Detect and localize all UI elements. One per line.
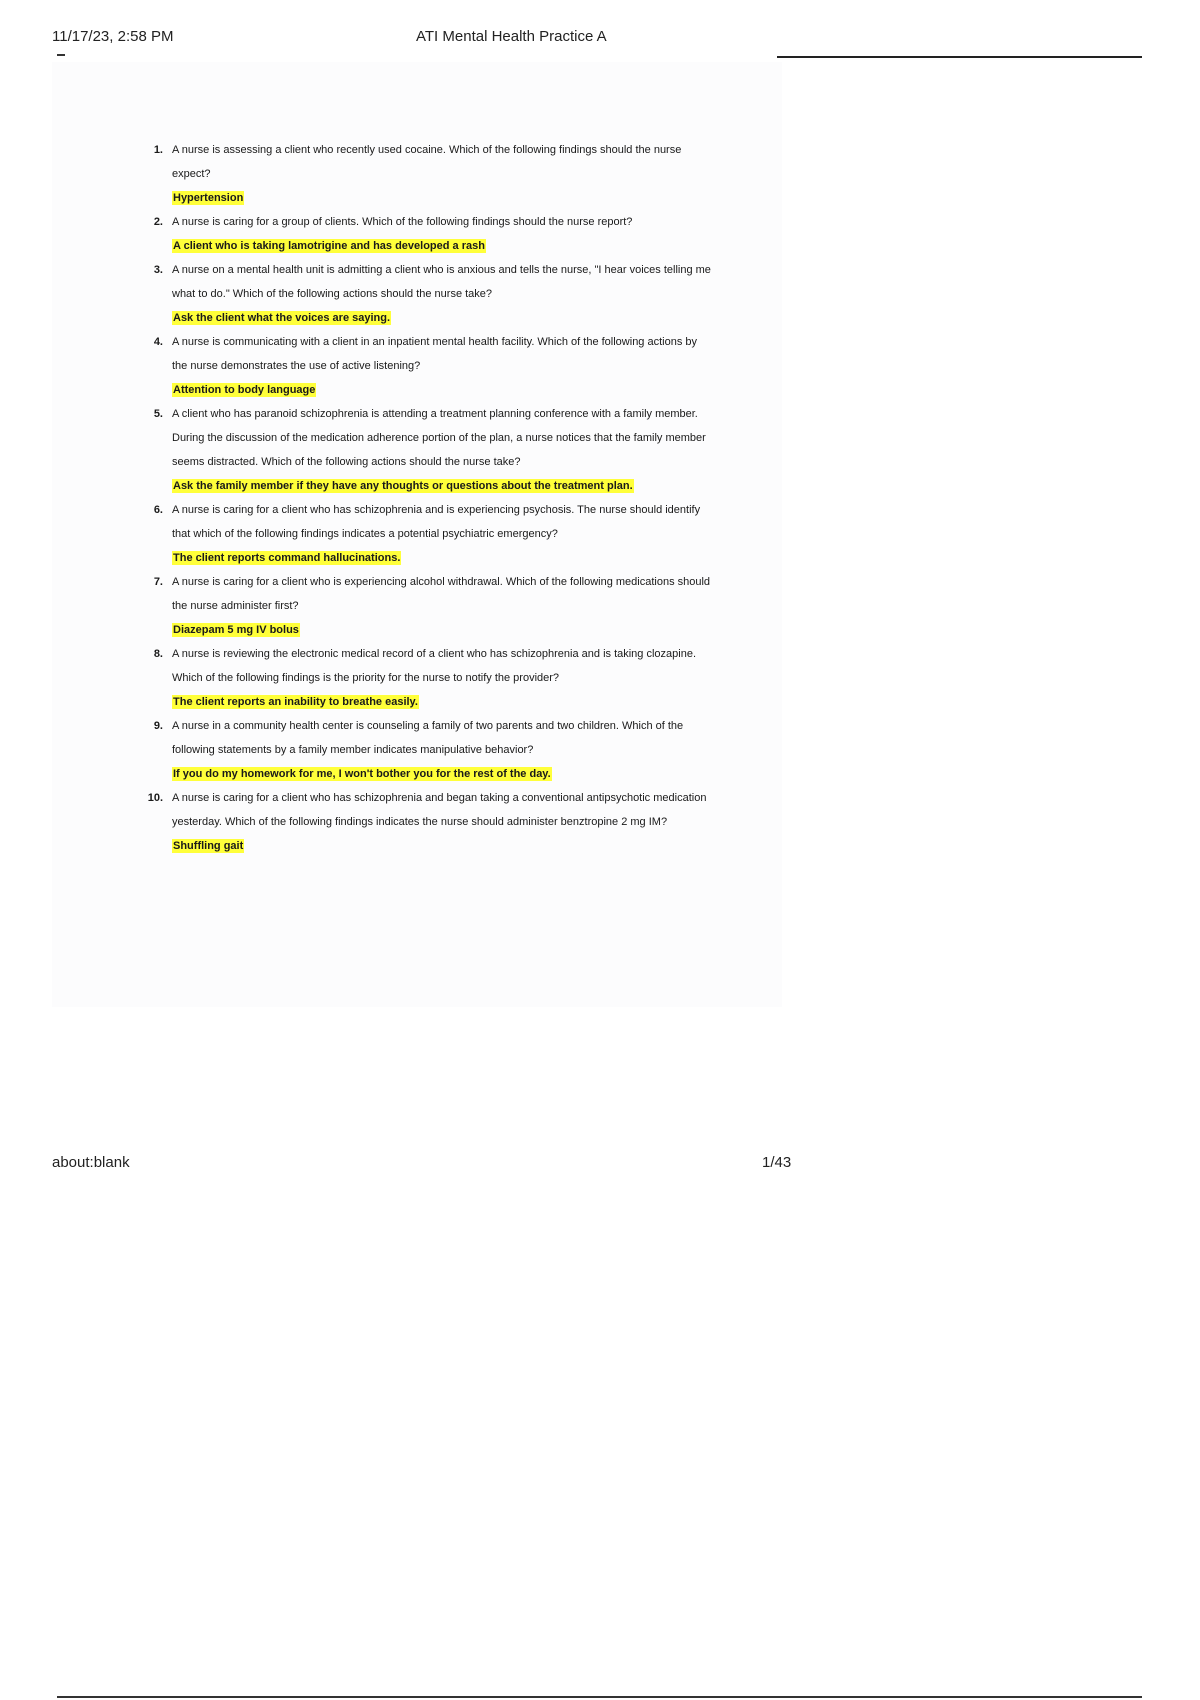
header-mark <box>57 54 65 56</box>
answer-highlight: If you do my homework for me, I won't bother you for the rest of the day. <box>173 768 551 780</box>
question-item <box>140 786 715 858</box>
question-item <box>140 258 715 330</box>
question-text: A nurse in a community health center is counseling a family of two parents and two children. Which of the following statements by a family member indicates manipulative behavior? <box>172 720 684 756</box>
answer-highlight: Ask the family member if they have any thoughts or questions about the treatment plan. <box>173 480 633 492</box>
question-text: A nurse is communicating with a client in an inpatient mental health facility. Which of the following actions by the nurse demonstrates the use of active listening? <box>172 336 698 372</box>
question-item <box>140 402 715 498</box>
document-title: ATI Mental Health Practice A <box>416 28 607 45</box>
question-text: A nurse is reviewing the electronic medical record of a client who has schizophrenia and is taking clozapine. Which of the following findings is the priority for the nurse to notify the provider? <box>172 648 697 684</box>
bottom-rule <box>57 1696 1142 1698</box>
question-text: A nurse is caring for a client who is experiencing alcohol withdrawal. Which of the following medications should the nurse administer first? <box>172 576 711 612</box>
answer-highlight: Ask the client what the voices are saying. <box>173 312 391 324</box>
answer-highlight: The client reports an inability to breathe easily. <box>173 696 418 708</box>
question-number: 6. <box>153 504 163 516</box>
question-number: 9. <box>153 720 163 732</box>
question-number: 5. <box>153 408 163 420</box>
answer-highlight: A client who is taking lamotrigine and has developed a rash <box>173 240 485 252</box>
question-text: A nurse is caring for a group of clients. Which of the following findings should the nurse report? <box>172 216 633 228</box>
question-item <box>140 714 715 786</box>
question-number: 2. <box>153 216 163 228</box>
question-item <box>140 210 715 258</box>
answer-highlight: Shuffling gait <box>173 840 244 852</box>
question-item <box>140 138 715 210</box>
question-number: 7. <box>153 576 163 588</box>
footer-url: about:blank <box>52 1154 130 1171</box>
question-text: A nurse is caring for a client who has schizophrenia and is experiencing psychosis. The nurse should identify that which of the following findings indicates a potential psychiatric emergency? <box>172 504 701 540</box>
question-text: A nurse is caring for a client who has schizophrenia and began taking a conventional antipsychotic medication yesterday. Which of the following findings indicates the nurse should administer benztropine 2 mg IM? <box>172 792 707 828</box>
question-number: 10. <box>147 792 163 804</box>
question-item <box>140 570 715 642</box>
question-number: 4. <box>153 336 163 348</box>
question-list <box>140 138 715 858</box>
question-number: 1. <box>153 144 163 156</box>
question-text: A nurse on a mental health unit is admitting a client who is anxious and tells the nurse, "I hear voices telling me what to do." Which of the following actions should the nurse take? <box>172 264 711 300</box>
page-number: 1/43 <box>762 1154 792 1171</box>
question-item <box>140 642 715 714</box>
header-rule <box>777 56 1142 58</box>
question-text: A client who has paranoid schizophrenia is attending a treatment planning conference with a family member. During the discussion of the medication adherence portion of the plan, a nurse notices that the family member seems distracted. Which of the following actions should the nurse take? <box>172 408 706 468</box>
print-date: 11/17/23, 2:58 PM <box>52 28 174 45</box>
question-number: 8. <box>153 648 163 660</box>
answer-highlight: Hypertension <box>173 192 244 204</box>
question-number: 3. <box>153 264 163 276</box>
question-text: A nurse is assessing a client who recently used cocaine. Which of the following findings should the nurse expect? <box>172 144 682 180</box>
answer-highlight: The client reports command hallucinations. <box>173 552 401 564</box>
question-item <box>140 498 715 570</box>
answer-highlight: Diazepam 5 mg IV bolus <box>173 624 299 636</box>
answer-highlight: Attention to body language <box>173 384 316 396</box>
question-item <box>140 330 715 402</box>
